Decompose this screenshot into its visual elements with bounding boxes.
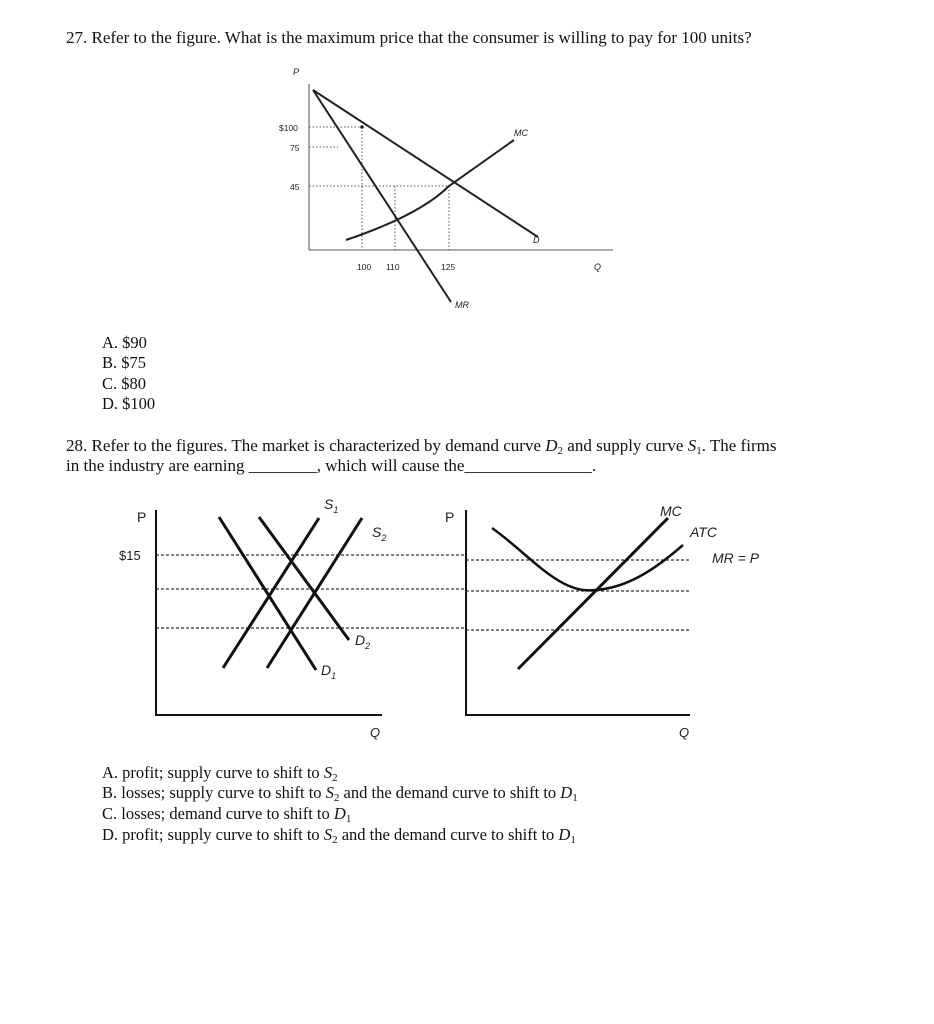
q27-mc-label: MC bbox=[514, 128, 528, 138]
q27-y-axis-label: P bbox=[293, 67, 300, 77]
mr-label: MR = P bbox=[712, 550, 760, 566]
answer-blank-2[interactable]: _______________ bbox=[464, 456, 592, 475]
q27-mr-label: MR bbox=[455, 300, 469, 310]
firm-y-axis-label: P bbox=[445, 509, 455, 525]
supply-curve-s1 bbox=[223, 518, 319, 668]
market-price-tick-15: $15 bbox=[119, 548, 141, 563]
atc-curve bbox=[492, 528, 683, 590]
q27-price-tick-100: $100 bbox=[279, 123, 298, 133]
answer-blank-1[interactable]: ________ bbox=[248, 456, 317, 475]
q27-price-tick-45: 45 bbox=[290, 182, 300, 192]
mc-curve bbox=[518, 518, 668, 669]
demand-curve-d1 bbox=[219, 517, 316, 670]
q28-option-b[interactable]: B. losses; supply curve to shift to $S_2$ and the demand curve to shift to $D_1$ bbox=[102, 783, 578, 804]
q28-option-d[interactable]: D. profit; supply curve to shift to $S_2$ and the demand curve to shift to $D_1$ bbox=[102, 825, 576, 846]
d2-label: $D_2$ bbox=[355, 632, 371, 651]
question-28-line-1: 28. Refer to the figures. The market is characterized by demand curve $D_2$ and supply curve $S_1$. The firms bbox=[66, 436, 777, 457]
q27-q-tick-100: 100 bbox=[357, 262, 372, 272]
q27-q-tick-110: 110 bbox=[386, 262, 400, 272]
firm-x-axis-label: Q bbox=[679, 725, 690, 740]
s2-label: $S_2$ bbox=[372, 524, 387, 543]
q27-option-c[interactable]: C. $80 bbox=[102, 374, 147, 393]
q27-option-d[interactable]: D. $100 bbox=[102, 394, 156, 413]
q28-option-c[interactable]: C. losses; demand curve to shift to $D_1$ bbox=[102, 804, 352, 825]
d1-label: $D_1$ bbox=[321, 662, 337, 681]
q27-option-a[interactable]: A. $90 bbox=[102, 333, 147, 352]
market-y-axis-label: P bbox=[137, 509, 147, 525]
question-28-line-2: in the industry are earning ________, which will cause the_______________. bbox=[66, 456, 597, 475]
question-27-text: 27. Refer to the figure. What is the maximum price that the consumer is willing to pay for 100 units? bbox=[66, 28, 752, 47]
q27-option-b[interactable]: B. $75 bbox=[102, 353, 147, 372]
q27-price-tick-75: 75 bbox=[290, 143, 300, 153]
mc-label: MC bbox=[660, 503, 682, 519]
q27-d-label: D bbox=[533, 235, 540, 245]
firm-figure bbox=[445, 503, 760, 740]
q28-option-a[interactable]: A. profit; supply curve to shift to $S_2$ bbox=[102, 763, 338, 784]
atc-label: ATC bbox=[690, 524, 717, 540]
demand-curve-d2 bbox=[259, 517, 349, 640]
q27-q-tick-125: 125 bbox=[441, 262, 456, 272]
q27-x-axis-label: Q bbox=[594, 262, 602, 272]
s1-label: $S_1$ bbox=[324, 496, 339, 515]
market-figure bbox=[119, 496, 466, 740]
market-x-axis-label: Q bbox=[370, 725, 381, 740]
